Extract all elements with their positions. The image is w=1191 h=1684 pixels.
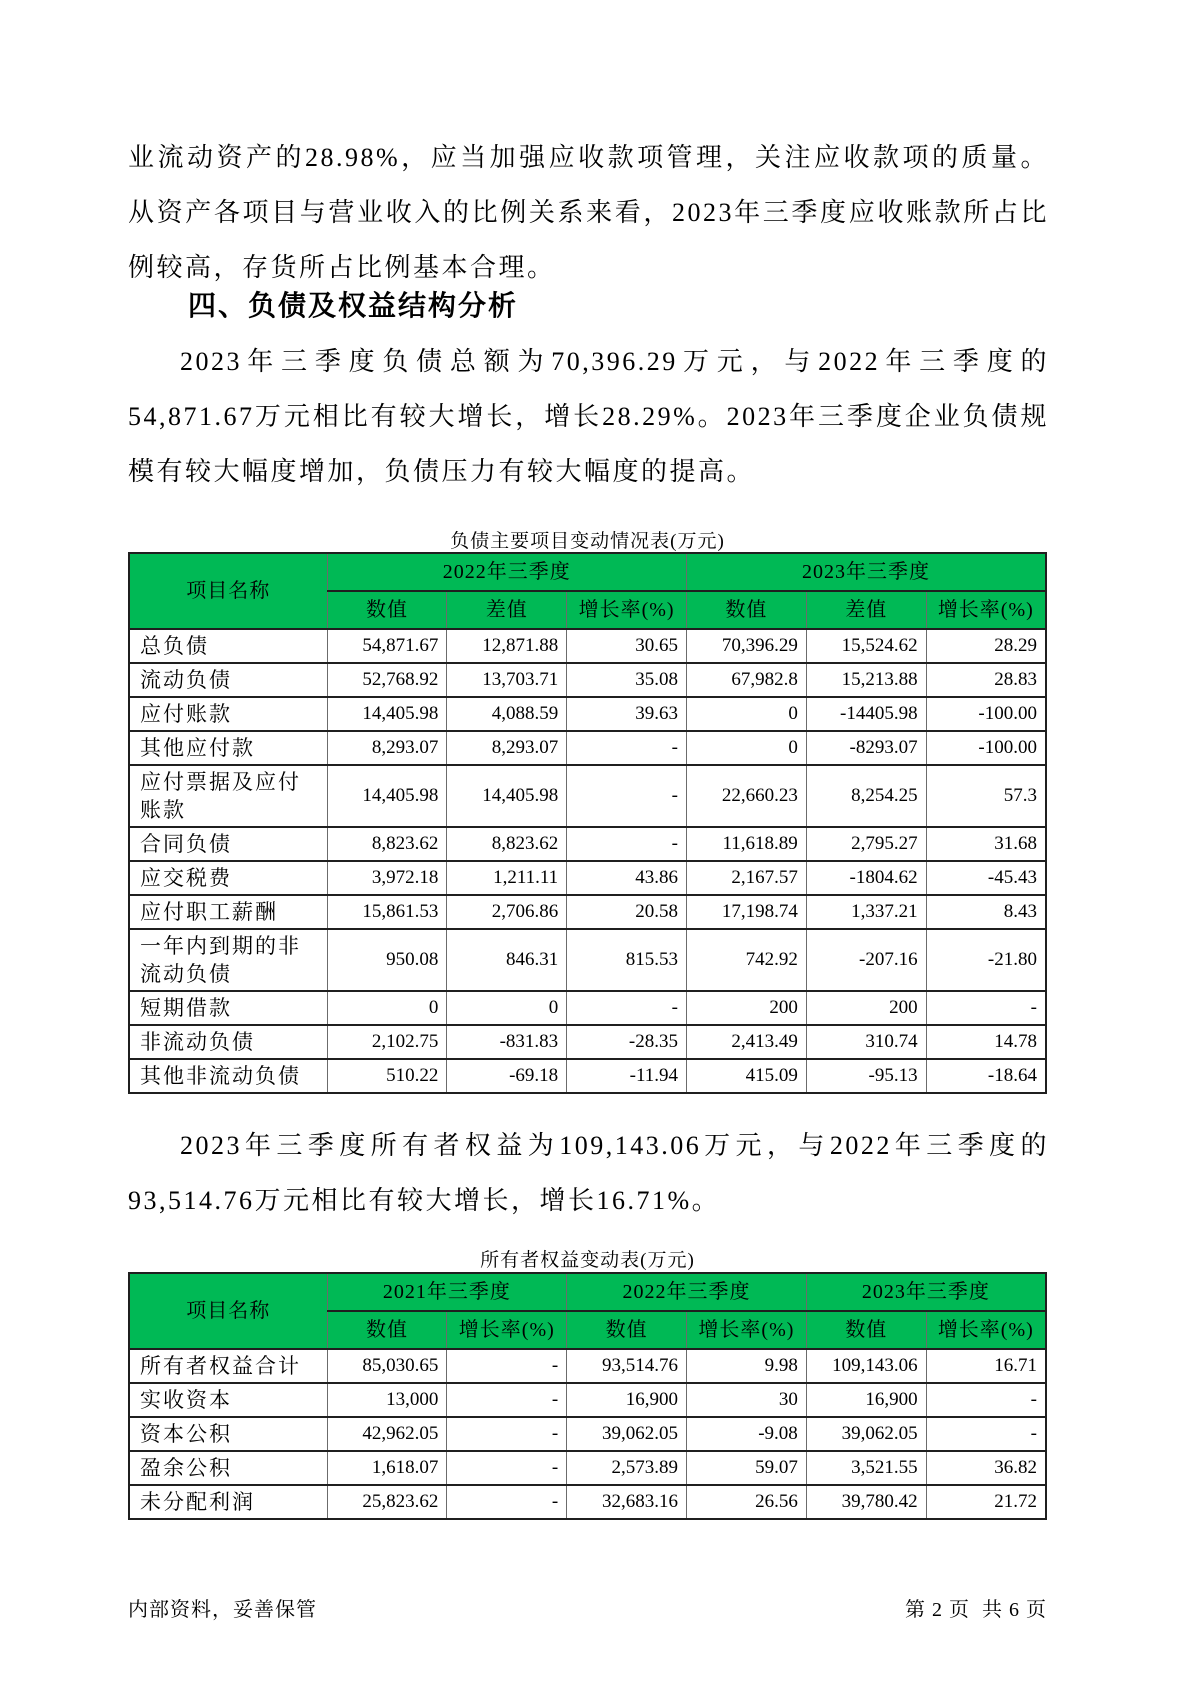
- value-cell: 39,062.05: [806, 1417, 926, 1451]
- value-cell: -: [447, 1417, 567, 1451]
- header-group-row: [129, 553, 1046, 591]
- section-heading-debt-equity: 四、负债及权益结构分析: [188, 290, 519, 321]
- equity-table-caption: 所有者权益变动表(万元): [480, 1250, 695, 1271]
- value-cell: 742.92: [687, 929, 807, 991]
- value-cell: 8.43: [926, 895, 1046, 929]
- table-row: [129, 861, 1046, 895]
- value-cell: 2,167.57: [687, 861, 807, 895]
- sub-column-header: 数值: [327, 591, 447, 629]
- row-label: 流动负债: [129, 663, 327, 697]
- value-cell: -: [447, 1485, 567, 1519]
- table-row: [129, 895, 1046, 929]
- value-cell: 0: [327, 991, 447, 1025]
- table-row: [129, 629, 1046, 663]
- value-cell: 14,405.98: [327, 697, 447, 731]
- value-cell: 109,143.06: [806, 1349, 926, 1383]
- value-cell: 52,768.92: [327, 663, 447, 697]
- value-cell: 1,618.07: [327, 1451, 447, 1485]
- value-cell: 13,703.71: [447, 663, 567, 697]
- value-cell: 15,861.53: [327, 895, 447, 929]
- value-cell: 17,198.74: [687, 895, 807, 929]
- table-row: [129, 1417, 1046, 1451]
- row-label: 其他非流动负债: [129, 1059, 327, 1093]
- table-row: [129, 697, 1046, 731]
- value-cell: 59.07: [687, 1451, 807, 1485]
- value-cell: -: [567, 827, 687, 861]
- table-row: [129, 1025, 1046, 1059]
- sub-column-header: 数值: [687, 591, 807, 629]
- value-cell: -: [567, 991, 687, 1025]
- period-group-header: 2022年三季度: [327, 553, 686, 591]
- row-label: 非流动负债: [129, 1025, 327, 1059]
- value-cell: 36.82: [926, 1451, 1046, 1485]
- row-label: 盈余公积: [129, 1451, 327, 1485]
- value-cell: 14,405.98: [327, 765, 447, 827]
- table-row: [129, 929, 1046, 991]
- value-cell: 85,030.65: [327, 1349, 447, 1383]
- value-cell: -18.64: [926, 1059, 1046, 1093]
- value-cell: 12,871.88: [447, 629, 567, 663]
- period-group-header: 2023年三季度: [687, 553, 1047, 591]
- value-cell: -9.08: [687, 1417, 807, 1451]
- value-cell: -95.13: [806, 1059, 926, 1093]
- value-cell: 0: [687, 697, 807, 731]
- value-cell: -: [447, 1451, 567, 1485]
- value-cell: 22,660.23: [687, 765, 807, 827]
- sub-column-header: 增长率(%): [567, 591, 687, 629]
- period-group-header: 2022年三季度: [567, 1273, 807, 1311]
- table-row: [129, 827, 1046, 861]
- debt-table-caption: 负债主要项目变动情况表(万元): [450, 531, 725, 552]
- header-group-row: [129, 1273, 1046, 1311]
- paragraph-receivables-continued: 业流动资产的28.98%，应当加强应收款项管理，关注应收款项的质量。从资产各项目与营业收入的比例关系来看，2023年三季度应收账款所占比例较高，存货所占比例基本合理。: [128, 143, 1049, 282]
- value-cell: -28.35: [567, 1025, 687, 1059]
- row-label: 实收资本: [129, 1383, 327, 1417]
- value-cell: -207.16: [806, 929, 926, 991]
- value-cell: 8,254.25: [806, 765, 926, 827]
- row-label: 应交税费: [129, 861, 327, 895]
- row-label: 其他应付款: [129, 731, 327, 765]
- value-cell: 310.74: [806, 1025, 926, 1059]
- value-cell: 54,871.67: [327, 629, 447, 663]
- table-row: [129, 1059, 1046, 1093]
- row-label: 合同负债: [129, 827, 327, 861]
- row-label: 应付职工薪酬: [129, 895, 327, 929]
- value-cell: 35.08: [567, 663, 687, 697]
- value-cell: 14.78: [926, 1025, 1046, 1059]
- value-cell: 30.65: [567, 629, 687, 663]
- table-row: [129, 1349, 1046, 1383]
- value-cell: 2,795.27: [806, 827, 926, 861]
- sub-column-header: 差值: [806, 591, 926, 629]
- value-cell: 8,293.07: [447, 731, 567, 765]
- value-cell: 15,213.88: [806, 663, 926, 697]
- value-cell: -: [567, 731, 687, 765]
- value-cell: 42,962.05: [327, 1417, 447, 1451]
- row-label: 一年内到期的非流动负债: [129, 929, 327, 991]
- period-group-header: 2023年三季度: [806, 1273, 1046, 1311]
- footer-confidential-note: 内部资料，妥善保管: [128, 1599, 317, 1621]
- sub-column-header: 增长率(%): [926, 1311, 1046, 1349]
- value-cell: 32,683.16: [567, 1485, 687, 1519]
- value-cell: -: [926, 1383, 1046, 1417]
- value-cell: 57.3: [926, 765, 1046, 827]
- table-row: [129, 1383, 1046, 1417]
- value-cell: -100.00: [926, 697, 1046, 731]
- paragraph-equity-summary: 2023年三季度所有者权益为109,143.06万元，与2022年三季度的93,514.76万元相比有较大增长，增长16.71%。: [128, 1131, 1049, 1215]
- table-row: [129, 663, 1046, 697]
- value-cell: -: [447, 1349, 567, 1383]
- table-row: [129, 731, 1046, 765]
- row-label: 总负债: [129, 629, 327, 663]
- value-cell: 67,982.8: [687, 663, 807, 697]
- value-cell: 70,396.29: [687, 629, 807, 663]
- row-label: 应付票据及应付账款: [129, 765, 327, 827]
- sub-column-header: 增长率(%): [447, 1311, 567, 1349]
- value-cell: 1,211.11: [447, 861, 567, 895]
- debt-items-change-table: [128, 552, 1047, 1094]
- value-cell: 200: [687, 991, 807, 1025]
- value-cell: 39.63: [567, 697, 687, 731]
- value-cell: 13,000: [327, 1383, 447, 1417]
- value-cell: 0: [447, 991, 567, 1025]
- value-cell: 14,405.98: [447, 765, 567, 827]
- value-cell: -69.18: [447, 1059, 567, 1093]
- value-cell: 21.72: [926, 1485, 1046, 1519]
- value-cell: 93,514.76: [567, 1349, 687, 1383]
- item-column-header: 项目名称: [129, 553, 327, 629]
- value-cell: -45.43: [926, 861, 1046, 895]
- row-label: 资本公积: [129, 1417, 327, 1451]
- value-cell: 26.56: [687, 1485, 807, 1519]
- value-cell: 0: [687, 731, 807, 765]
- value-cell: -: [926, 991, 1046, 1025]
- value-cell: -21.80: [926, 929, 1046, 991]
- row-label: 应付账款: [129, 697, 327, 731]
- value-cell: 9.98: [687, 1349, 807, 1383]
- value-cell: -8293.07: [806, 731, 926, 765]
- row-label: 未分配利润: [129, 1485, 327, 1519]
- value-cell: 1,337.21: [806, 895, 926, 929]
- value-cell: 415.09: [687, 1059, 807, 1093]
- value-cell: 3,521.55: [806, 1451, 926, 1485]
- value-cell: 30: [687, 1383, 807, 1417]
- value-cell: 20.58: [567, 895, 687, 929]
- value-cell: 2,573.89: [567, 1451, 687, 1485]
- value-cell: 16.71: [926, 1349, 1046, 1383]
- value-cell: 815.53: [567, 929, 687, 991]
- value-cell: 11,618.89: [687, 827, 807, 861]
- value-cell: 510.22: [327, 1059, 447, 1093]
- sub-column-header: 数值: [806, 1311, 926, 1349]
- value-cell: 28.83: [926, 663, 1046, 697]
- sub-column-header: 数值: [327, 1311, 447, 1349]
- value-cell: 846.31: [447, 929, 567, 991]
- row-label: 短期借款: [129, 991, 327, 1025]
- value-cell: 16,900: [567, 1383, 687, 1417]
- paragraph-debt-summary: 2023年三季度负债总额为70,396.29万元，与2022年三季度的54,871.67万元相比有较大增长，增长28.29%。2023年三季度企业负债规模有较大幅度增加，负债压力有较大幅度的提高。: [128, 347, 1049, 486]
- value-cell: 25,823.62: [327, 1485, 447, 1519]
- value-cell: 28.29: [926, 629, 1046, 663]
- value-cell: -1804.62: [806, 861, 926, 895]
- value-cell: -14405.98: [806, 697, 926, 731]
- value-cell: 2,413.49: [687, 1025, 807, 1059]
- period-group-header: 2021年三季度: [327, 1273, 567, 1311]
- owners-equity-change-table: [128, 1272, 1047, 1520]
- value-cell: 43.86: [567, 861, 687, 895]
- table-row: [129, 1485, 1046, 1519]
- sub-column-header: 增长率(%): [687, 1311, 807, 1349]
- row-label: 所有者权益合计: [129, 1349, 327, 1383]
- page-footer: [128, 1593, 1047, 1622]
- value-cell: -11.94: [567, 1059, 687, 1093]
- value-cell: -831.83: [447, 1025, 567, 1059]
- value-cell: 8,293.07: [327, 731, 447, 765]
- value-cell: -100.00: [926, 731, 1046, 765]
- table-row: [129, 991, 1046, 1025]
- value-cell: 39,780.42: [806, 1485, 926, 1519]
- value-cell: 15,524.62: [806, 629, 926, 663]
- value-cell: 3,972.18: [327, 861, 447, 895]
- value-cell: 8,823.62: [447, 827, 567, 861]
- value-cell: -: [567, 765, 687, 827]
- sub-column-header: 增长率(%): [926, 591, 1046, 629]
- value-cell: -: [926, 1417, 1046, 1451]
- value-cell: 31.68: [926, 827, 1046, 861]
- sub-column-header: 差值: [447, 591, 567, 629]
- table-row: [129, 1451, 1046, 1485]
- table-row: [129, 765, 1046, 827]
- value-cell: 16,900: [806, 1383, 926, 1417]
- value-cell: 2,706.86: [447, 895, 567, 929]
- value-cell: -: [447, 1383, 567, 1417]
- value-cell: 39,062.05: [567, 1417, 687, 1451]
- value-cell: 8,823.62: [327, 827, 447, 861]
- footer-page-number: 第 2 页 共 6 页: [905, 1599, 1047, 1621]
- item-column-header: 项目名称: [129, 1273, 327, 1349]
- value-cell: 200: [806, 991, 926, 1025]
- value-cell: 2,102.75: [327, 1025, 447, 1059]
- sub-column-header: 数值: [567, 1311, 687, 1349]
- value-cell: 4,088.59: [447, 697, 567, 731]
- value-cell: 950.08: [327, 929, 447, 991]
